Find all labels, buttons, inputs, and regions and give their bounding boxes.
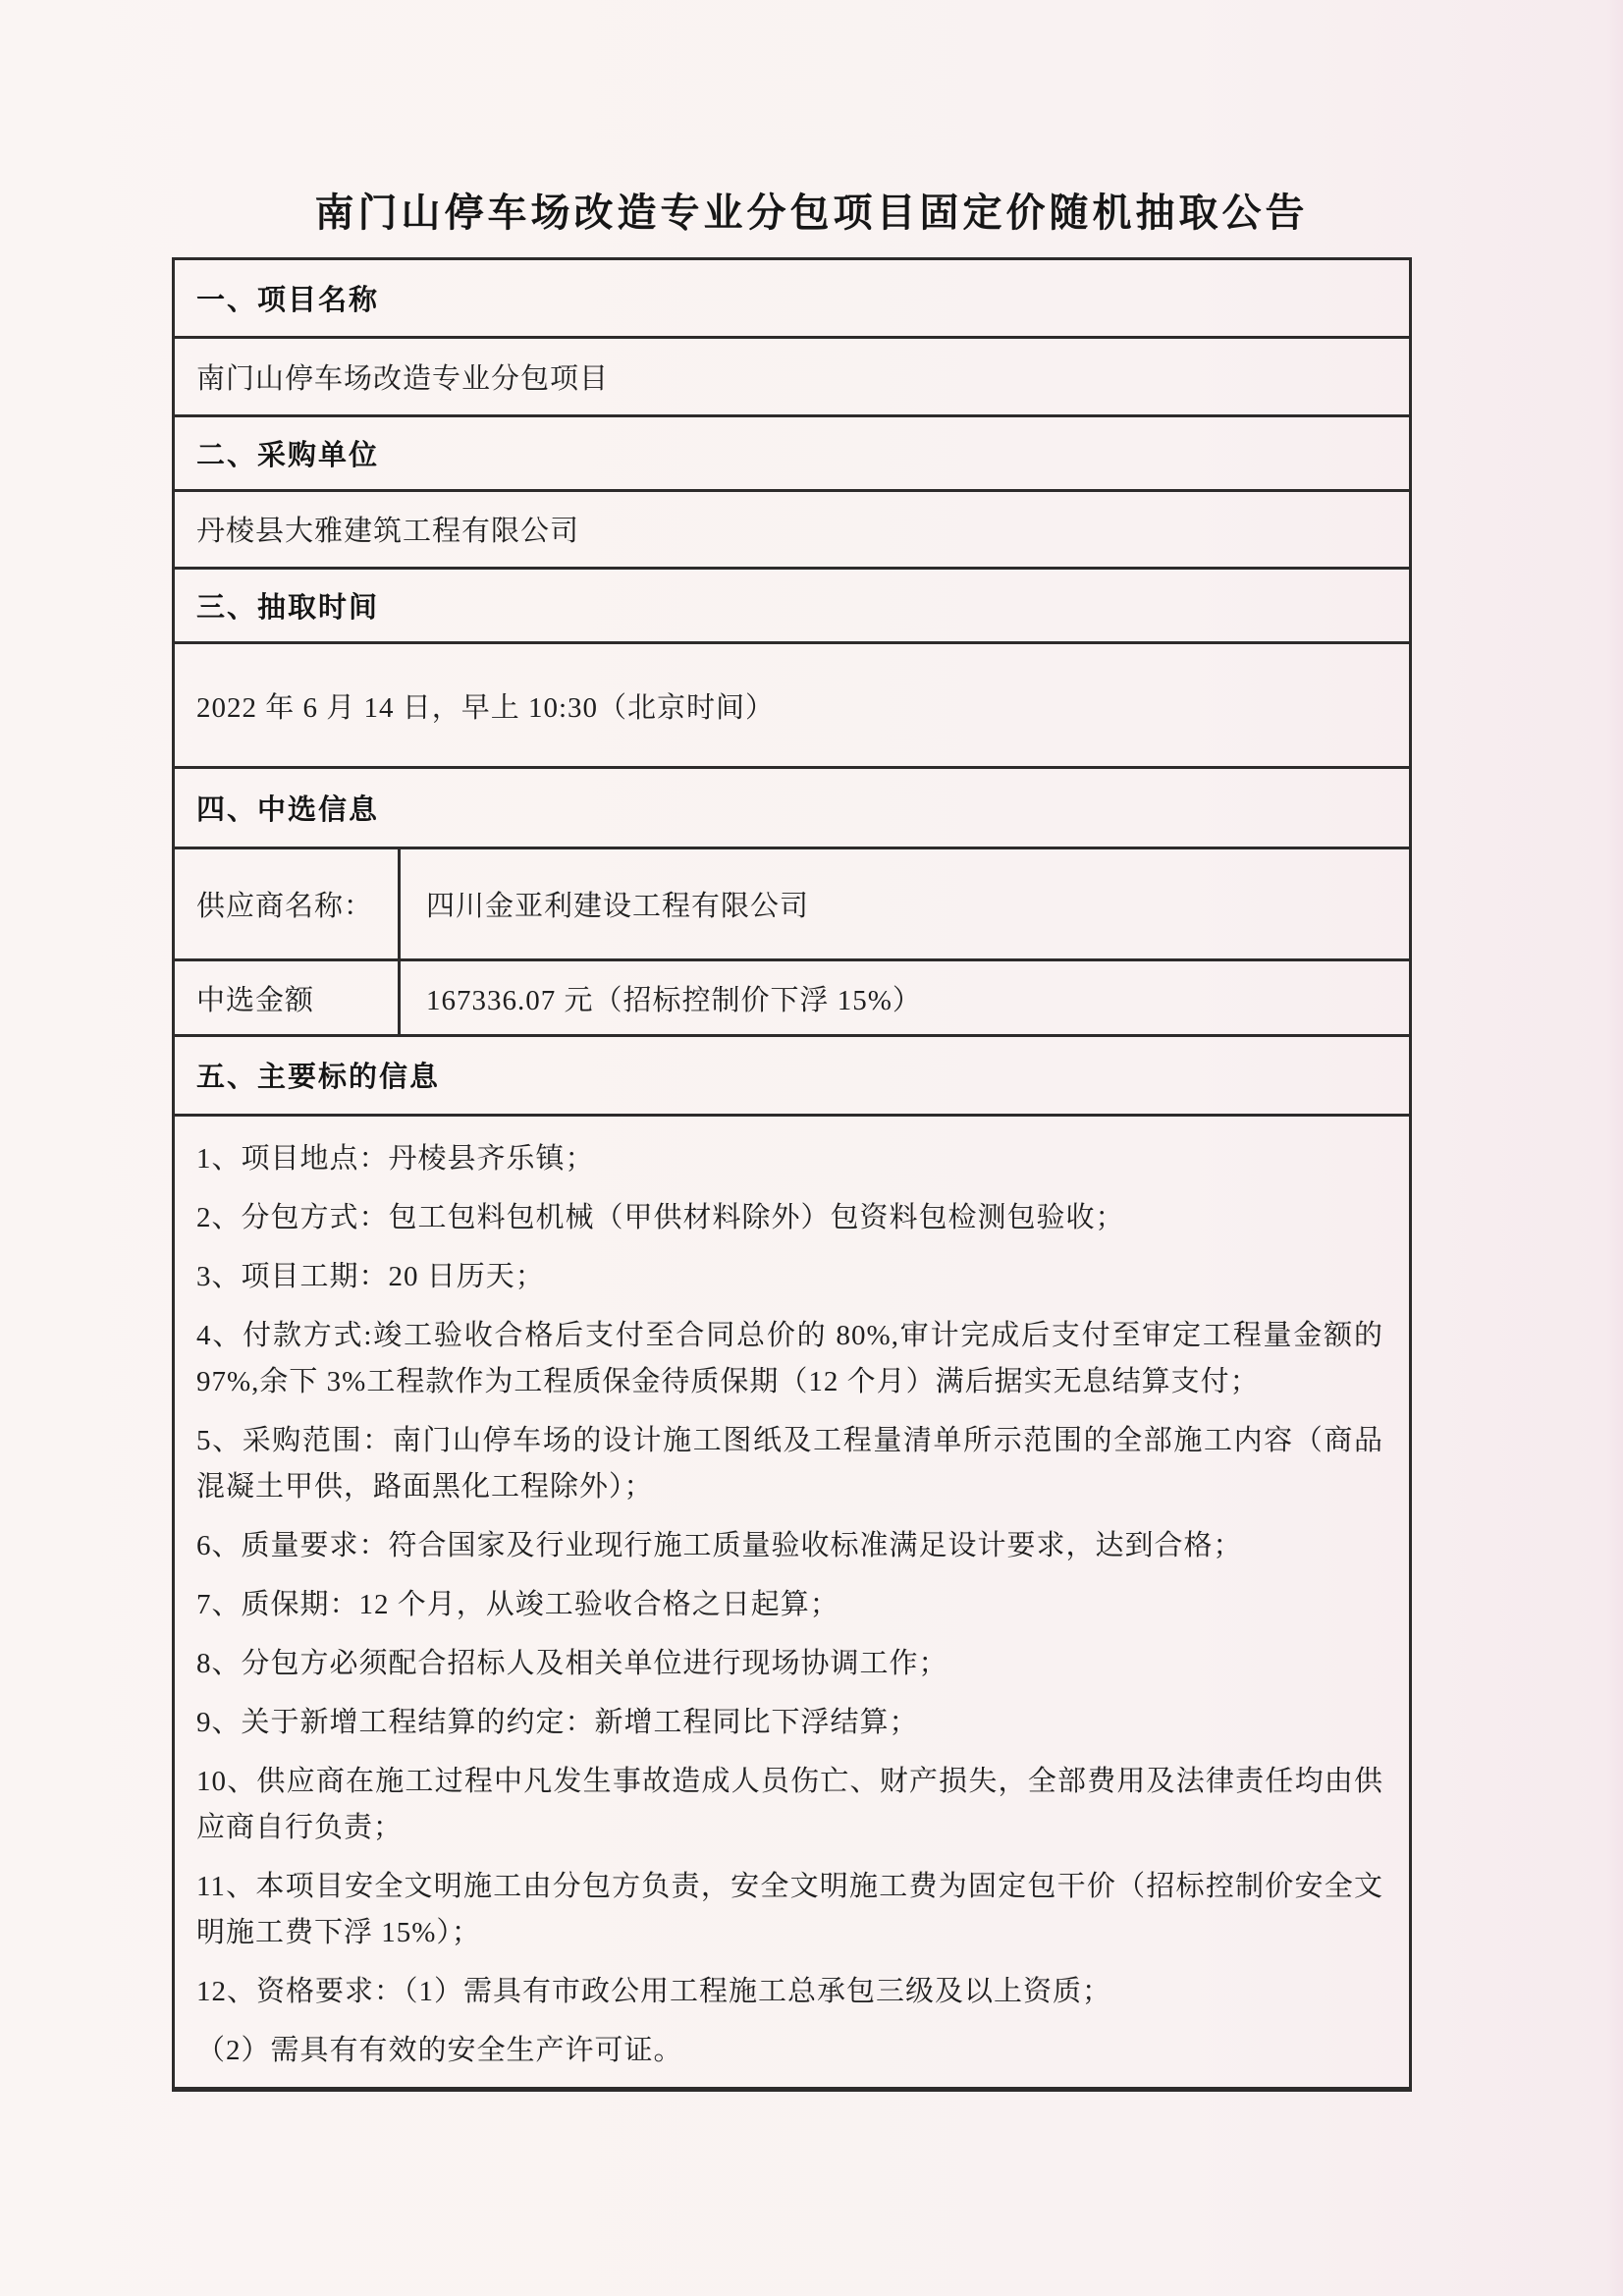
- bid-item-6: 6、质量要求：符合国家及行业现行施工质量验收标准满足设计要求，达到合格；: [196, 1529, 1243, 1561]
- notice-table: [172, 257, 1412, 2092]
- row-supplier: [175, 847, 1409, 959]
- bid-item-12: 12、资格要求：（1）需具有市政公用工程施工总承包三级及以上资质；: [196, 1975, 1112, 2007]
- supplier-label: 供应商名称：: [175, 849, 401, 959]
- row-bid-details: [175, 1114, 1409, 2087]
- bid-item-3: 3、项目工期：20 日历天；: [196, 1260, 545, 1292]
- bid-item-2: 2、分包方式：包工包料包机械（甲供材料除外）包资料包检测包验收；: [196, 1201, 1125, 1233]
- bid-item-8: 8、分包方必须配合招标人及相关单位进行现场协调工作；: [196, 1647, 948, 1679]
- row-section5-header: 五、主要标的信息: [175, 1034, 1409, 1114]
- amount-value: 167336.07 元（招标控制价下浮 15%）: [426, 984, 922, 1016]
- bid-item-5: 5、采购范围：南门山停车场的设计施工图纸及工程量清单所示范围的全部施工内容（商品混凝土甲供，路面黑化工程除外）；: [196, 1424, 1383, 1503]
- bid-item-9: 9、关于新增工程结算的约定：新增工程同比下浮结算；: [196, 1706, 919, 1738]
- row-project-name: 南门山停车场改造专业分包项目: [175, 336, 1409, 413]
- bid-item-1: 1、项目地点：丹棱县齐乐镇；: [196, 1142, 595, 1175]
- row-section4-header: 四、中选信息: [175, 766, 1409, 846]
- supplier-value: 四川金亚利建设工程有限公司: [426, 890, 810, 922]
- page-title: 南门山停车场改造专业分包项目固定价随机抽取公告: [314, 191, 1309, 235]
- bid-item-12b: （2）需具有有效的安全生产许可证。: [196, 2034, 683, 2066]
- bid-item-10: 10、供应商在施工过程中凡发生事故造成人员伤亡、财产损失，全部费用及法律责任均由供应商自行负责；: [196, 1765, 1383, 1843]
- row-amount: [175, 958, 1409, 1033]
- bid-item-11: 11、本项目安全文明施工由分包方负责，安全文明施工费为固定包干价（招标控制价安全文明施工费下浮 15%）；: [196, 1870, 1383, 1948]
- row-section2-header: 二、采购单位: [175, 414, 1409, 489]
- row-draw-time: 2022 年 6 月 14 日，早上 10:30（北京时间）: [175, 641, 1409, 766]
- bid-item-7: 7、质保期：12 个月，从竣工验收合格之日起算；: [196, 1588, 839, 1620]
- amount-label: 中选金额: [175, 961, 401, 1033]
- bid-item-4: 4、付款方式:竣工验收合格后支付至合同总价的 80%,审计完成后支付至审定工程量金额的 97%,余下 3%工程款作为工程质保金待质保期（12 个月）满后据实无息结算支付；: [196, 1319, 1383, 1397]
- row-section1-header: 一、项目名称: [196, 285, 380, 317]
- row-purchaser-name: 丹棱县大雅建筑工程有限公司: [175, 489, 1409, 567]
- row-section3-header: 三、抽取时间: [175, 567, 1409, 641]
